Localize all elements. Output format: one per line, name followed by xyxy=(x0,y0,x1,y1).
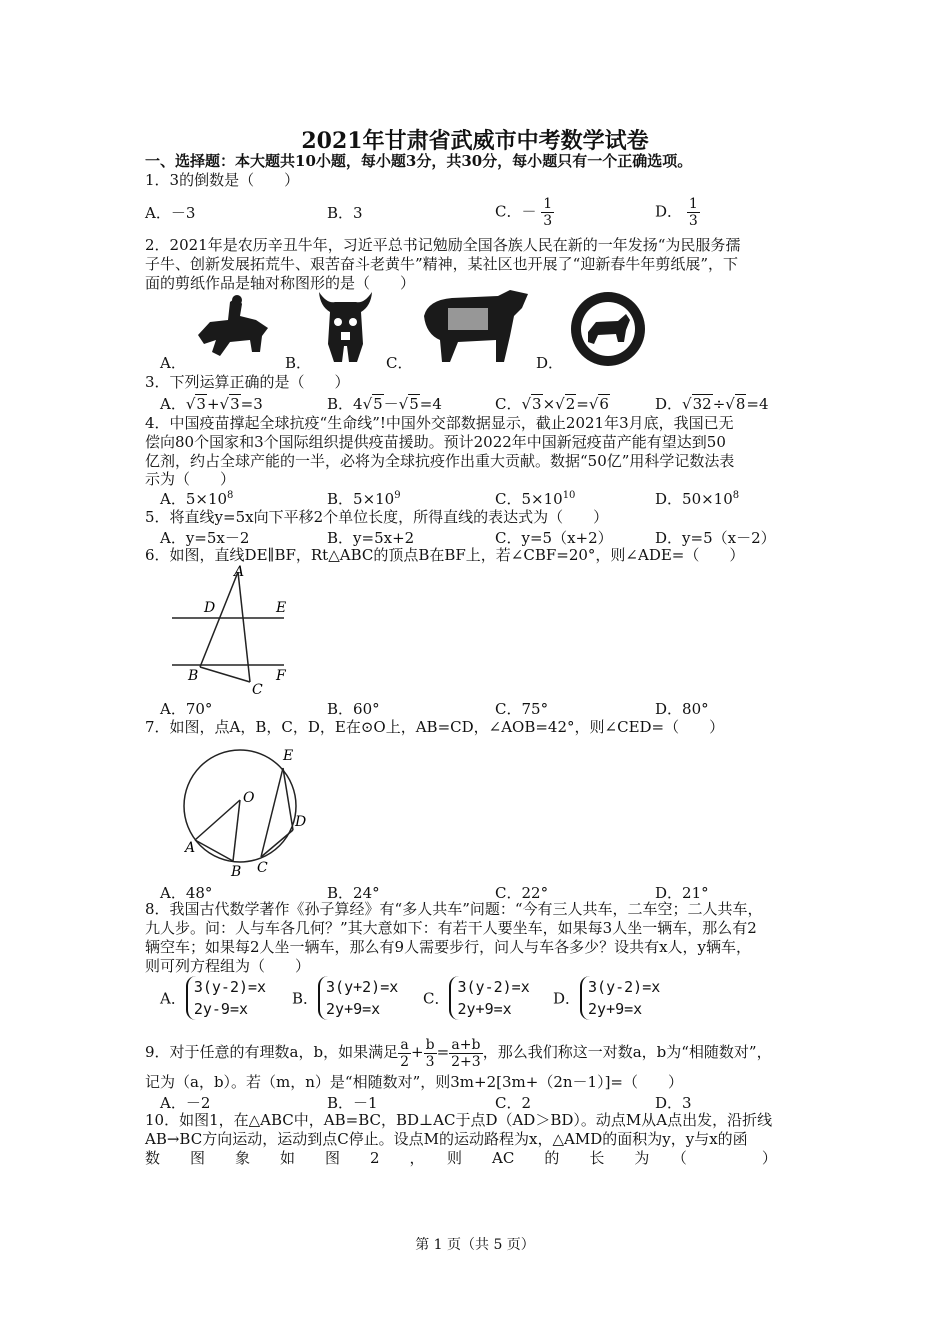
q8-option-c[interactable]: C． 3(y-2)=x 2y+9=x xyxy=(423,978,530,1018)
q7-label-c: C xyxy=(257,860,268,876)
q8-line1: 8．我国古代数学著作《孙子算经》有“多人共车”问题：“今有三人共车，二车空；二人共车， xyxy=(145,900,763,918)
q8-option-d[interactable]: D． 3(y-2)=x 2y+9=x xyxy=(553,978,661,1018)
q6-option-c[interactable]: C．75° xyxy=(495,700,549,718)
q4-line4: 示为（ ） xyxy=(145,470,236,488)
q6-option-d[interactable]: D．80° xyxy=(655,700,709,718)
q2-option-c[interactable]: C． xyxy=(386,354,413,372)
q6-stem: 6．如图，直线DE∥BF，Rt△ABC的顶点B在BF上，若∠CBF=20°，则∠ADE=（ ） xyxy=(145,546,745,564)
q3-option-c[interactable]: C．√3×√2=√6 xyxy=(495,395,609,413)
q3-option-b[interactable]: B．4√5－√5=4 xyxy=(327,395,442,413)
q1-option-d[interactable] xyxy=(655,196,700,229)
q1-option-c[interactable] xyxy=(495,196,554,229)
q6-label-f: F xyxy=(276,668,286,684)
q2-option-a[interactable]: A． xyxy=(160,354,186,372)
q7-label-e: E xyxy=(283,748,294,764)
q5-option-b[interactable]: B．y=5x+2 xyxy=(327,529,415,547)
q1-option-c-label: C．－ xyxy=(495,202,537,221)
q9-line2: 记为（a，b）。若（m，n）是“相随数对”，则3m+2[3m+（2n－1）]=（ ） xyxy=(145,1073,684,1091)
q6-label-c: C xyxy=(252,682,263,697)
q2-line3: 面的剪纸作品是轴对称图形的是（ ） xyxy=(145,274,416,292)
q7-figure xyxy=(165,740,325,880)
q4-option-d[interactable]: D．$50\times 10^8$ xyxy=(655,490,740,508)
q7-option-c[interactable]: C．22° xyxy=(495,884,549,902)
q10-line1: 10．如图1，在△ABC中，AB=BC，BD⊥AC于点D（AD＞BD）。动点M从A点出发，沿折线 xyxy=(145,1111,773,1129)
q1-option-c-fraction: $\frac{1}{3}$ xyxy=(543,196,553,229)
q1-stem: 1．3的倒数是（ ） xyxy=(145,171,300,189)
q7-stem: 7．如图，点A，B，C，D，E在⊙O上，AB=CD，∠AOB=42°，则∠CED=（ ） xyxy=(145,718,725,736)
q9-option-a[interactable]: A．－2 xyxy=(160,1094,211,1112)
q5-stem: 5．将直线y=5x向下平移2个单位长度，所得直线的表达式为（ ） xyxy=(145,508,609,526)
q7-option-a[interactable]: A．48° xyxy=(160,884,213,902)
q2-paper-cut-a[interactable] xyxy=(190,290,275,365)
q5-option-a[interactable]: A．y=5x－2 xyxy=(160,529,250,547)
section-heading: 一、选择题：本大题共10小题，每小题3分，共30分，每小题只有一个正确选项。 xyxy=(145,152,693,170)
q4-option-c[interactable]: C．$5\times 10^{10}$ xyxy=(495,490,576,508)
q3-options xyxy=(145,393,825,415)
q8-line3: 辆空车；如果每2人坐一辆车，那么有9人需要步行，问人与车各多少？设共有x人，y辆车， xyxy=(145,938,752,956)
q4-line1: 4．中国疫苗撑起全球抗疫“生命线”!中国外交部数据显示，截止2021年3月底，我国已无 xyxy=(145,414,734,432)
q2-option-b[interactable]: B． xyxy=(285,354,312,372)
ox-paper-cut-icon-a xyxy=(190,290,275,365)
q4-options xyxy=(145,488,825,510)
q6-label-d: D xyxy=(204,600,216,616)
q6-label-e: E xyxy=(276,600,287,616)
q1-option-a[interactable]: A．－3 xyxy=(145,204,196,222)
ox-paper-cut-icon-d xyxy=(568,290,648,368)
q7-label-b: B xyxy=(231,864,242,880)
q6-figure xyxy=(158,562,318,697)
q1-options xyxy=(145,196,825,229)
q6-options xyxy=(145,698,825,720)
q7-option-d[interactable]: D．21° xyxy=(655,884,709,902)
q4-option-a[interactable]: A．$5\times 10^8$ xyxy=(160,490,234,508)
q6-label-b: B xyxy=(188,668,199,684)
q3-option-a[interactable]: A．√3+√3=3 xyxy=(160,395,263,413)
q7-label-a: A xyxy=(185,840,196,856)
q1-option-b[interactable]: B．3 xyxy=(327,204,363,222)
q6-option-b[interactable]: B．60° xyxy=(327,700,380,718)
q6-option-a[interactable]: A．70° xyxy=(160,700,213,718)
q8-line2: 九人步。问：人与车各几何？”其大意如下：有若干人要坐车，如果每3人坐一辆车，那么有2 xyxy=(145,919,757,937)
q9-option-c[interactable]: C．2 xyxy=(495,1094,532,1112)
q9-option-d[interactable]: D．3 xyxy=(655,1094,692,1112)
q2-option-d[interactable]: D． xyxy=(536,354,564,372)
page-title: 2021年甘肃省武威市中考数学试卷 xyxy=(301,128,649,154)
q7-label-d: D xyxy=(295,814,307,830)
page-footer: 第 1 页（共 5 页） xyxy=(415,1237,535,1253)
q7-option-b[interactable]: B．24° xyxy=(327,884,380,902)
q8-option-a[interactable]: A． 3(y-2)=x 2y-9=x xyxy=(160,978,267,1018)
q6-label-a: A xyxy=(234,564,245,580)
q2-paper-cut-b[interactable] xyxy=(313,284,378,369)
q10-line3: 数 图 象 如 图 2 ， 则 AC 的 长 为 （ ） xyxy=(145,1149,777,1167)
q4-line3: 亿剂，约占全球产能的一半，必将为全球抗疫作出重大贡献。数据“50亿”用科学记数法表 xyxy=(145,452,735,470)
q2-line2: 子牛、创新发展拓荒牛、艰苦奋斗老黄牛”精神，某社区也开展了“迎新春牛年剪纸展”，下 xyxy=(145,255,739,273)
q3-option-d[interactable]: D．√32÷√8=4 xyxy=(655,395,769,413)
q7-label-o: O xyxy=(243,790,255,806)
q2-line1: 2．2021年是农历辛丑牛年，习近平总书记勉励全国各族人民在新的一年发扬“为民服务孺 xyxy=(145,236,741,254)
ox-paper-cut-icon-c xyxy=(418,286,533,366)
q3-stem: 3．下列运算正确的是（ ） xyxy=(145,373,350,391)
q1-option-d-fraction: $\frac{1}{3}$ xyxy=(688,196,698,229)
ox-paper-cut-icon-b xyxy=(313,284,378,369)
q5-option-d[interactable]: D．y=5（x－2） xyxy=(655,529,776,547)
q6-geometry-diagram xyxy=(158,562,318,697)
q10-line2: AB→BC方向运动，运动到点C停止。设点M的运动路程为x，△AMD的面积为y，y与x的函 xyxy=(145,1130,748,1148)
q8-option-b[interactable]: B． 3(y+2)=x 2y+9=x xyxy=(292,978,399,1018)
q2-paper-cut-c[interactable] xyxy=(418,286,533,366)
q4-option-b[interactable]: B．$5\times 10^9$ xyxy=(327,490,401,508)
q8-line4: 则可列方程组为（ ） xyxy=(145,957,311,975)
q4-line2: 偿向80个国家和3个国际组织提供疫苗援助。预计2022年中国新冠疫苗产能有望达到50 xyxy=(145,433,726,451)
q5-option-c[interactable]: C．y=5（x+2） xyxy=(495,529,613,547)
q1-option-d-label: D． xyxy=(655,202,683,221)
q8-options xyxy=(145,976,825,1028)
q2-paper-cut-d[interactable] xyxy=(568,290,648,368)
q7-circle-diagram xyxy=(165,740,325,880)
q9-option-b[interactable]: B．－1 xyxy=(327,1094,378,1112)
q9-line1: 9．对于任意的有理数a，b，如果满足 $\frac{a}{2}$ + $\frac{b}{3}$ = $\frac{a+b}{2+3}$ ，那么我们称这一对数a，b为“相随数对”， xyxy=(145,1036,772,1070)
